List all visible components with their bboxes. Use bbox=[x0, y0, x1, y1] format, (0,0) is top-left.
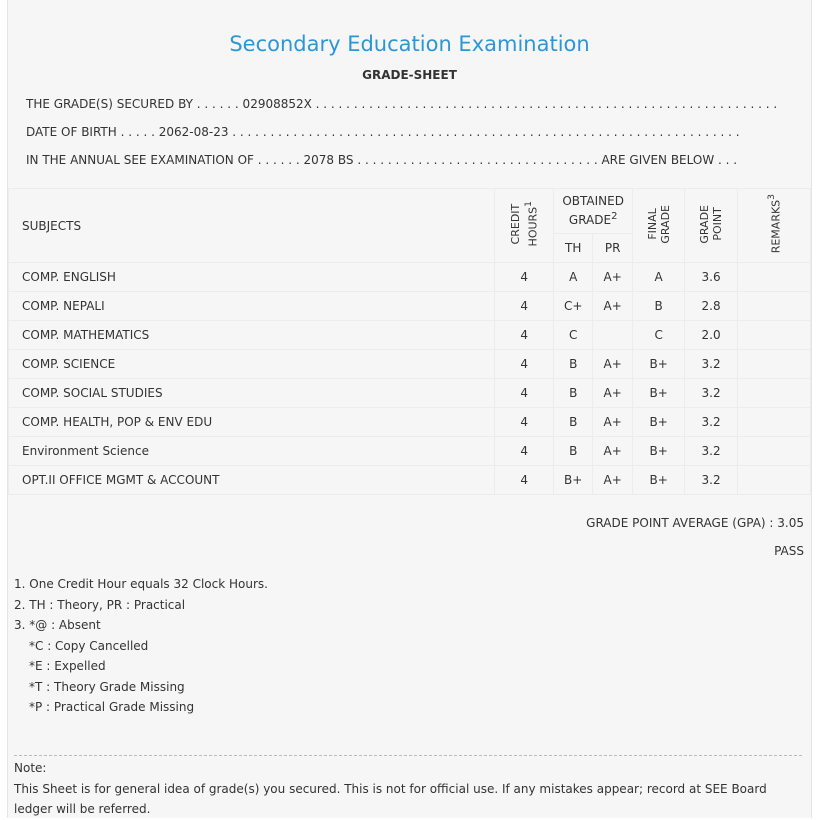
legend-item: 2. TH : Theory, PR : Practical bbox=[14, 597, 186, 612]
final-grade-cell: A bbox=[633, 263, 685, 292]
grade-sheet bbox=[7, 0, 812, 818]
grade-point-cell: 2.0 bbox=[685, 321, 738, 350]
header-credit-hours: CREDIT HOURS$^1$ bbox=[495, 189, 554, 263]
table-row bbox=[9, 350, 811, 379]
header-grade-point: GRADE POINT bbox=[685, 189, 738, 263]
pr-cell: A+ bbox=[593, 466, 633, 495]
credit-cell: 4 bbox=[495, 321, 554, 350]
remarks-cell bbox=[738, 408, 811, 437]
th-cell: B bbox=[554, 350, 593, 379]
credit-cell: 4 bbox=[495, 350, 554, 379]
subject-cell: COMP. HEALTH, POP & ENV EDU bbox=[9, 408, 495, 437]
grade-point-cell: 3.2 bbox=[685, 408, 738, 437]
subject-cell: COMP. SCIENCE bbox=[9, 350, 495, 379]
header-pr: PR bbox=[593, 234, 633, 263]
subject-cell: OPT.II OFFICE MGMT & ACCOUNT bbox=[9, 466, 495, 495]
header-subjects: SUBJECTS bbox=[9, 189, 495, 263]
pr-cell bbox=[593, 321, 633, 350]
exam-line: IN THE ANNUAL SEE EXAMINATION OF . . . . . . 2078 BS . . . . . . . . . . . . . . . . . . . . . . . . . . . . . . . . ARE GIVEN BELOW . . . bbox=[26, 153, 738, 167]
legend-item: 1. One Credit Hour equals 32 Clock Hours. bbox=[14, 577, 268, 591]
th-cell: C+ bbox=[554, 292, 593, 321]
remarks-cell bbox=[738, 437, 811, 466]
subject-cell: COMP. ENGLISH bbox=[9, 263, 495, 292]
page-subtitle: GRADE-SHEET bbox=[362, 68, 457, 82]
table-row bbox=[9, 408, 811, 437]
table-row bbox=[9, 292, 811, 321]
legend-item: *P : Practical Grade Missing bbox=[29, 700, 195, 714]
table-row bbox=[9, 466, 811, 495]
remarks-cell bbox=[738, 321, 811, 350]
pr-cell: A+ bbox=[593, 292, 633, 321]
pr-cell: A+ bbox=[593, 437, 633, 466]
final-grade-cell: B+ bbox=[633, 437, 685, 466]
remarks-cell bbox=[738, 466, 811, 495]
legend-item: *T : Theory Grade Missing bbox=[29, 679, 185, 694]
final-grade-cell: B+ bbox=[633, 350, 685, 379]
th-cell: B bbox=[554, 437, 593, 466]
header-remarks: REMARKS$^3$ bbox=[738, 189, 811, 263]
gpa-summary: GRADE POINT AVERAGE (GPA) : 3.05 bbox=[586, 516, 804, 530]
th-cell: C bbox=[554, 321, 593, 350]
header-final-grade: FINAL GRADE bbox=[633, 189, 685, 263]
note-divider bbox=[14, 755, 802, 756]
remarks-cell bbox=[738, 379, 811, 408]
grades-table bbox=[8, 188, 811, 495]
remarks-cell bbox=[738, 292, 811, 321]
subject-cell: COMP. MATHEMATICS bbox=[9, 321, 495, 350]
credit-cell: 4 bbox=[495, 408, 554, 437]
pr-cell: A+ bbox=[593, 350, 633, 379]
dob-line: DATE OF BIRTH . . . . . 2062-08-23 . . . . . . . . . . . . . . . . . . . . . . . . . . . . . . . . . . . . . . . . . . . . . . . . . . . . . . . . . . . . . . . . . . . bbox=[26, 125, 740, 139]
table-row bbox=[9, 321, 811, 350]
legend-item: *C : Copy Cancelled bbox=[29, 638, 149, 653]
credit-cell: 4 bbox=[495, 466, 554, 495]
note-section bbox=[14, 758, 802, 820]
grade-point-cell: 2.8 bbox=[685, 292, 738, 321]
symbol-line: THE GRADE(S) SECURED BY . . . . . . 02908852X . . . . . . . . . . . . . . . . . . . . . . . . . . . . . . . . . . . . . . . . . . . . . . . . . . . . . . . . . . . . . bbox=[26, 97, 778, 111]
final-grade-cell: B bbox=[633, 292, 685, 321]
table-row bbox=[9, 263, 811, 292]
grade-point-cell: 3.6 bbox=[685, 263, 738, 292]
note-label: Note: bbox=[14, 761, 47, 775]
pr-cell: A+ bbox=[593, 263, 633, 292]
table-row bbox=[9, 437, 811, 466]
credit-cell: 4 bbox=[495, 437, 554, 466]
th-cell: B bbox=[554, 379, 593, 408]
final-grade-cell: C bbox=[633, 321, 685, 350]
credit-cell: 4 bbox=[495, 292, 554, 321]
grade-point-cell: 3.2 bbox=[685, 437, 738, 466]
subject-cell: COMP. SOCIAL STUDIES bbox=[9, 379, 495, 408]
header-obtained-grade: OBTAINED GRADE$^2$ bbox=[554, 189, 633, 234]
remarks-cell bbox=[738, 350, 811, 379]
final-grade-cell: B+ bbox=[633, 408, 685, 437]
table-row bbox=[9, 379, 811, 408]
final-grade-cell: B+ bbox=[633, 379, 685, 408]
page-title: Secondary Education Examination bbox=[229, 32, 590, 56]
credit-cell: 4 bbox=[495, 379, 554, 408]
result-status: PASS bbox=[774, 544, 804, 558]
remarks-cell bbox=[738, 263, 811, 292]
grade-point-cell: 3.2 bbox=[685, 466, 738, 495]
subject-cell: COMP. NEPALI bbox=[9, 292, 495, 321]
grade-point-cell: 3.2 bbox=[685, 379, 738, 408]
th-cell: B+ bbox=[554, 466, 593, 495]
th-cell: B bbox=[554, 408, 593, 437]
legend-item: *E : Expelled bbox=[29, 659, 106, 673]
subject-cell: Environment Science bbox=[9, 437, 495, 466]
th-cell: A bbox=[554, 263, 593, 292]
header-th: TH bbox=[554, 234, 593, 263]
pr-cell: A+ bbox=[593, 408, 633, 437]
credit-cell: 4 bbox=[495, 263, 554, 292]
grade-point-cell: 3.2 bbox=[685, 350, 738, 379]
final-grade-cell: B+ bbox=[633, 466, 685, 495]
legend bbox=[14, 574, 268, 718]
legend-item: 3. *@ : Absent bbox=[14, 618, 101, 632]
note-text: This Sheet is for general idea of grade(s) you secured. This is not for official use. If any mistakes appear; record at SEE Board ledger will be referred. bbox=[14, 781, 767, 816]
pr-cell: A+ bbox=[593, 379, 633, 408]
